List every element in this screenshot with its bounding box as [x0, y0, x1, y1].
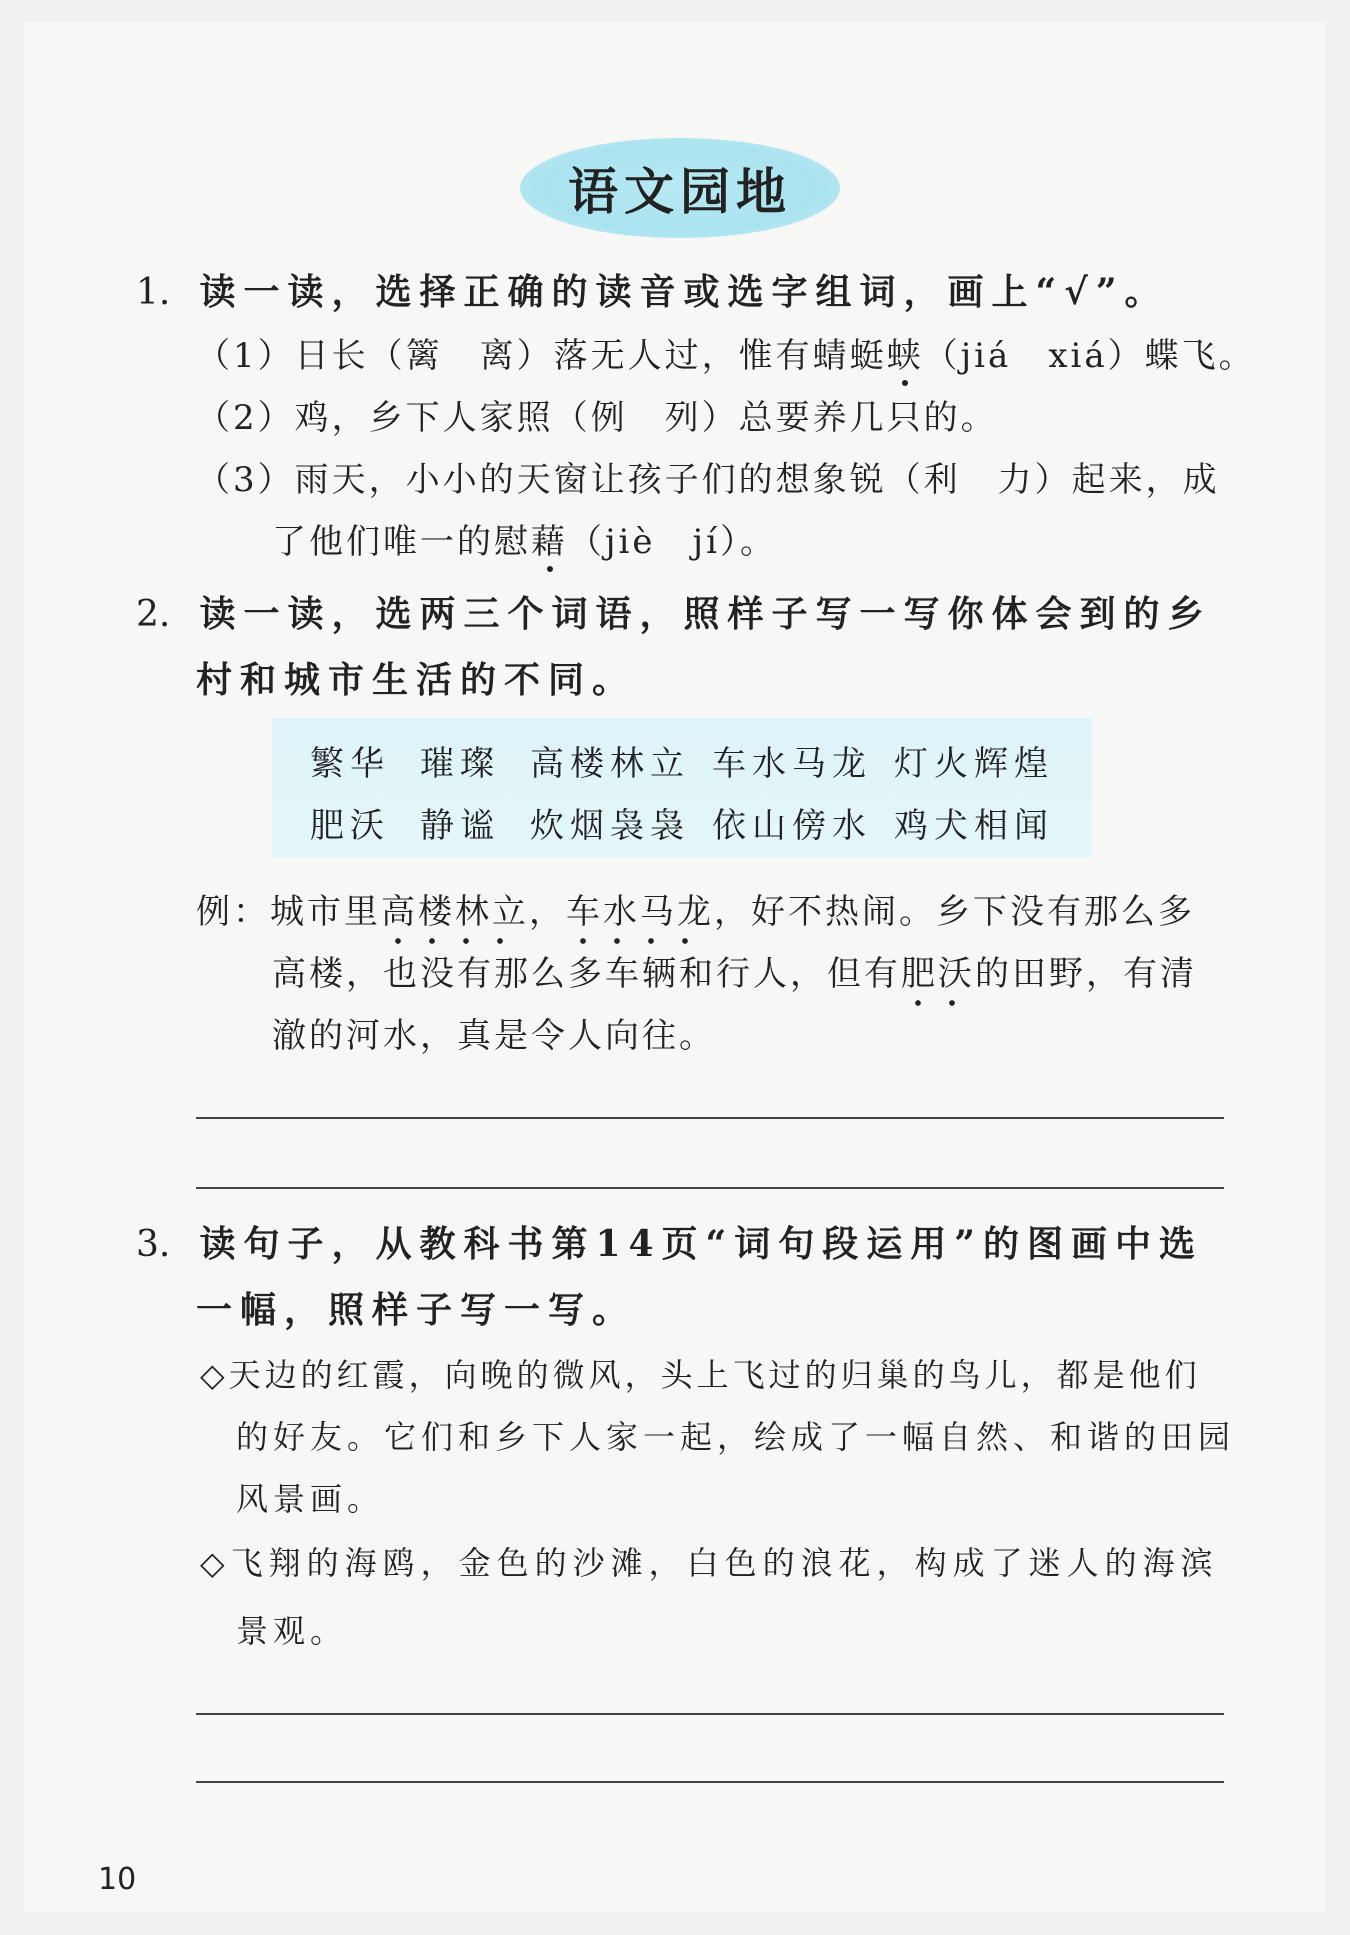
- word-bank-item: 肥沃: [310, 806, 390, 846]
- word-bank-item: 璀璨: [420, 744, 500, 784]
- answer-line[interactable]: [196, 1713, 1224, 1715]
- word-bank-item: 车水马龙: [712, 744, 872, 784]
- question-3-prompt-line1: 读句子，从教科书第14页“词句段运用”的图画中选: [199, 1223, 1203, 1265]
- answer-line[interactable]: [196, 1781, 1224, 1783]
- example-text: 例：城市里: [196, 892, 381, 932]
- question-3: [136, 1216, 1203, 1267]
- example-emphasis: 车水马龙: [566, 892, 714, 932]
- question-2: [136, 586, 1211, 637]
- q1-item-3: [196, 452, 1220, 501]
- question-2-number: 2.: [136, 594, 171, 635]
- sample-1-line-3: 风景画。: [236, 1480, 385, 1518]
- q1-item-1-pinyin: （jiá xiá）蝶飞。: [923, 336, 1256, 376]
- example-emphasis: 肥沃: [901, 954, 975, 994]
- example-text: ，: [529, 892, 566, 932]
- question-1-prompt: 读一读，选择正确的读音或选字组词，画上“√”。: [199, 271, 1169, 313]
- answer-line[interactable]: [196, 1187, 1224, 1189]
- question-3-prompt-line2: 一幅，照样子写一写。: [196, 1289, 637, 1331]
- q1-item-1-text: （1）日长（篱 离）落无人过，惟有蜻蜓: [196, 336, 887, 376]
- example-text: 高楼，也没有那么多车辆和行人，但有: [272, 954, 901, 994]
- answer-line[interactable]: [196, 1117, 1224, 1119]
- q1-item-3-dotted-char: 藉: [531, 522, 568, 562]
- q1-item-1: [196, 328, 1256, 377]
- word-bank-item: 静谧: [420, 806, 500, 846]
- question-2-prompt-line2: 村和城市生活的不同。: [196, 659, 637, 701]
- word-bank-item: 繁华: [310, 744, 390, 784]
- q1-item-1-dotted-char: 蛱: [886, 336, 924, 376]
- question-1-number: 1.: [136, 272, 171, 313]
- q1-item-2-text: （2）鸡，乡下人家照（例 列）总要养几只的。: [196, 398, 998, 438]
- word-bank-item: 高楼林立: [530, 744, 690, 784]
- word-bank-item: 灯火辉煌: [894, 744, 1054, 784]
- word-bank-item: 炊烟袅袅: [530, 806, 690, 846]
- word-bank-item: 依山傍水: [712, 806, 872, 846]
- example-emphasis: 高楼林立: [381, 892, 529, 932]
- example-line-2: [272, 946, 1197, 995]
- q1-item-3-cont: [272, 514, 777, 563]
- example-line-1: [196, 884, 1195, 933]
- section-title-banner: [520, 138, 840, 238]
- sample-1-line-1: ◇天边的红霞，向晚的微风，头上飞过的归巢的鸟儿，都是他们: [200, 1356, 1201, 1394]
- question-2-prompt-line1: 读一读，选两三个词语，照样子写一写你体会到的乡: [199, 593, 1212, 635]
- example-text: 的田野，有清: [975, 954, 1197, 994]
- sample-2-line-2: 景观。: [236, 1612, 348, 1650]
- q1-item-3-pinyin: （jiè jí）。: [568, 522, 777, 562]
- q1-item-3-text: （3）雨天，小小的天窗让孩子们的想象锐（利 力）起来，成: [196, 460, 1220, 500]
- page-number: 10: [98, 1862, 137, 1897]
- example-text: ，好不热闹。乡下没有那么多: [714, 892, 1195, 932]
- sample-2-line-1: ◇飞翔的海鸥，金色的沙滩，白色的浪花，构成了迷人的海滨: [200, 1544, 1219, 1582]
- example-line-3: 澈的河水，真是令人向往。: [272, 1016, 716, 1056]
- word-bank: [272, 718, 1092, 858]
- q1-item-3-cont-text: 了他们唯一的慰: [272, 522, 531, 562]
- q1-item-2: [196, 390, 998, 439]
- question-3-number: 3.: [136, 1224, 171, 1265]
- word-bank-item: 鸡犬相闻: [894, 806, 1054, 846]
- sample-1-line-2: 的好友。它们和乡下人家一起，绘成了一幅自然、和谐的田园: [236, 1418, 1236, 1456]
- question-1: [136, 264, 1169, 315]
- section-title: 语文园地: [568, 162, 792, 221]
